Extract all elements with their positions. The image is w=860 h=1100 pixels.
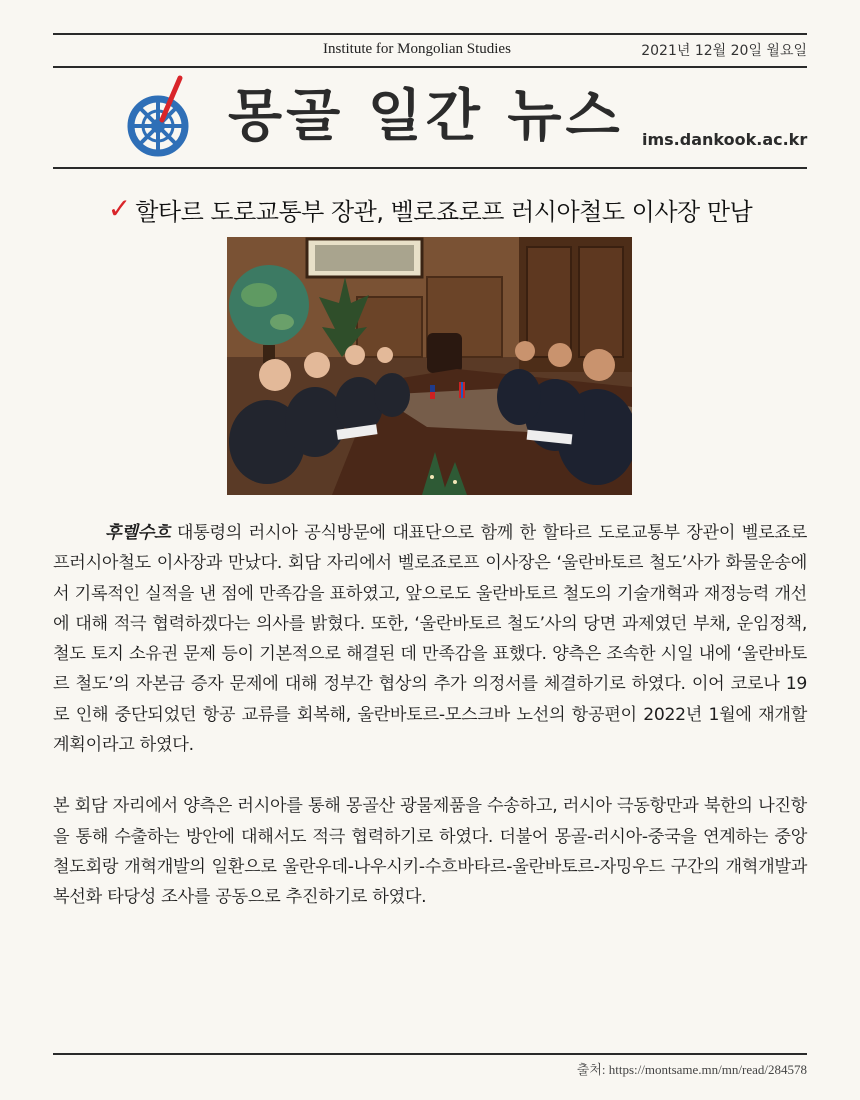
masthead-title: 몽골 일간 뉴스 — [228, 84, 624, 149]
footer-rule — [53, 1053, 807, 1055]
top-rule — [53, 33, 807, 35]
lead-name: 후렐수흐 — [105, 523, 171, 543]
dharma-wheel-logo — [122, 72, 198, 168]
article-headline: 할타르 도로교통부 장관, 벨로죠로프 러시아철도 이사장 만남 — [135, 197, 753, 226]
header-row — [53, 40, 807, 62]
header-rule — [53, 66, 807, 68]
red-checkmark-icon: ✓ — [107, 192, 132, 225]
article-paragraph-2: 본 회담 자리에서 양측은 러시아를 통해 몽골산 광물제품을 수송하고, 러시아 극동항만과 북한의 나진항을 통해 수출하는 방안에 대해서도 적극 협력하기로 하였다. 더불어 몽골-러시아-중국을 연계하는 중앙철도회랑 개혁개발의 일환으로 울란우데-나우시키-수흐바타르-울란바토르-자밍우드 구간의 개혁개발과 복선화 타당성 조사를 공동으로 추진하기로 하였다. — [53, 796, 807, 908]
article-paragraph-1 — [53, 518, 807, 760]
source-citation[interactable]: 출처: https://montsame.mn/mn/read/284578 — [576, 1062, 807, 1077]
site-url[interactable]: ims.dankook.ac.kr — [642, 130, 808, 149]
issue-date: 2021년 12월 20일 월요일 — [641, 43, 807, 59]
meeting-photo — [227, 237, 632, 495]
paragraph-1-text: 대통령의 러시아 공식방문에 대표단으로 함께 한 할타르 도로교통부 장관이 벨로죠로프러시아철도 이사장과 만났다. 회담 자리에서 벨로죠로프 이사장은 ‘울란바토르 철도’사가 화물운송에서 기록적인 실적을 낸 점에 만족감을 표하였고, 앞으로도 울란바토르 철도의 기술개혁과 재정능력 개선에 대해 적극 협력하겠다는 의사를 밝혔다. 또한, ‘울란바토르 철도’사의 당면 과제였던 부채, 운임정책, 철도 토지 소유권 문제 등이 기본적으로 해결된 데 만족감을 표했다. 양측은 조속한 시일 내에 ‘울란바토르 철도’의 자본금 증자 문제에 대해 정부간 협상의 추가 의정서를 체결하기로 하였다. 이어 코로나 19로 인해 중단되었던 항공 교류를 회복해, 울란바토르-모스크바 노선의 항공편이 2022년 1월에 재개할 계획이라고 하였다. — [53, 523, 807, 756]
headline-row — [53, 190, 807, 228]
article-body — [53, 518, 807, 913]
institute-name: Institute for Mongolian Studies — [323, 41, 511, 57]
masthead-rule — [53, 167, 807, 169]
